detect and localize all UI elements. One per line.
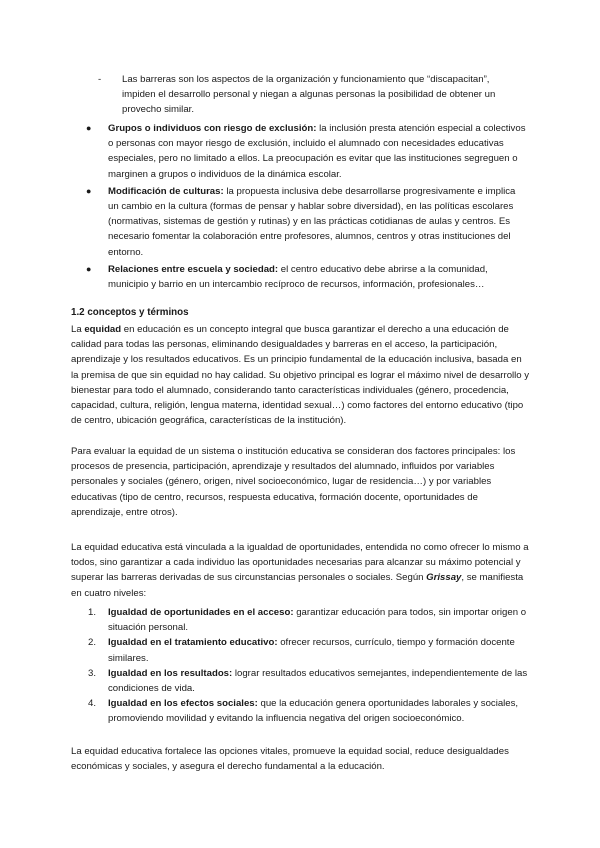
bullet-text: la propuesta inclusiva debe desarrollarse progresivamente e implica un cambio en la cultura (formas de pensar y hablar sobre diversidad), en las políticas escolares (normativas, sistemas de gestión y rutinas) y en las prácticas cotidianas de aulas y centros. Es necesario fomentar la colaboración entre profesores, alumnos, centros y otras instituciones del entorno. xyxy=(108,185,516,258)
author-name: Grissay xyxy=(426,572,462,584)
bullet-term: Modificación de culturas: xyxy=(108,185,224,197)
level-item xyxy=(88,666,528,696)
bullet-item xyxy=(86,121,528,182)
level-term: Igualdad en los resultados: xyxy=(108,667,233,679)
bullet-text: la inclusión presta atención especial a colectivos o personas con mayor riesgo de exclusión, incluido el alumnado con necesidades educativas especiales, pero no limitado a ellos. La preocupación es evitar que las instituciones segreguen o marginen a grupos o individuos de la dinámica escolar. xyxy=(108,123,526,180)
level-text: lograr resultados educativos semejantes, independientemente de las condiciones de vida. xyxy=(108,667,528,695)
bullet-item xyxy=(86,262,528,292)
section-heading: 1.2 conceptos y términos xyxy=(71,307,189,318)
para-text: en educación es un concepto integral que busca garantizar el derecho a una educación de calidad para todas las personas, eliminando desigualdades y barreras en el acceso, la participación, aprendizaje y los resultados educativos. Es un principio fundamental de la educación inclusiva, basada en la premisa de que sin equidad no hay calidad. Su objetivo principal es lograr el máximo nivel de desarrollo y bienestar para todo el alumnado, considerando tanto características individuales (género, procedencia, capacidad, cultura, religión, lengua materna, identidad sexual…) como factores del entorno educativo (tipo de centro, ubicación geográfica, características de la institución). xyxy=(71,324,530,427)
para-text: , se manifiesta en cuatro niveles: xyxy=(71,572,524,599)
para-text: La equidad educativa está vinculada a la igualdad de oportunidades, entendida no como ofrecer lo mismo a todos, sino garantizar a cada individuo las oportunidades necesarias para alcanzar su máximo potencial y superar las barreras derivadas de sus circunstancias personales o sociales. Según xyxy=(71,542,529,584)
bullet-dot-icon: ● xyxy=(86,185,92,196)
dash-list-item xyxy=(98,72,522,118)
bullet-list xyxy=(86,121,528,292)
level-item xyxy=(88,696,528,726)
level-text: que la educación genera oportunidades laborales y sociales, promoviendo movilidad y evitando la influencia negativa del origen socioeconómico. xyxy=(108,698,519,725)
bullet-dot-icon: ● xyxy=(86,123,92,133)
levels-list xyxy=(88,605,528,727)
bullet-text: el centro educativo debe abrirse a la comunidad, municipio y barrio en un intercambio recíproco de recursos, información, profesionales… xyxy=(108,263,488,291)
level-number: 1. xyxy=(88,607,97,618)
level-term: Igualdad en el tratamiento educativo: xyxy=(108,637,278,649)
bullet-term: Grupos o individuos con riesgo de exclusión: xyxy=(108,123,317,134)
dash-item-text: Las barreras son los aspectos de la organización y funcionamiento que “discapacitan”, impiden el desarrollo personal y niegan a algunas personas la posibilidad de obtener un provecho similar. xyxy=(122,74,496,116)
level-item xyxy=(88,605,528,635)
level-number: 3. xyxy=(88,667,97,679)
bullet-dot-icon: ● xyxy=(86,263,92,274)
level-number: 4. xyxy=(88,698,97,710)
paragraph-equidad xyxy=(71,322,531,428)
paragraph-conclusion: La equidad educativa fortalece las opciones vitales, promueve la equidad social, reduce desigualdades económicas y sociales, y asegura el derecho fundamental a la educación. xyxy=(71,746,509,773)
level-text: ofrecer recursos, currículo, tiempo y formación docente similares. xyxy=(108,637,515,664)
bullet-item xyxy=(86,184,528,260)
paragraph-evaluation: Para evaluar la equidad de un sistema o institución educativa se consideran dos factores principales: los procesos de presencia, participación, aprendizaje y resultados del alumnado, influidos por variables personales y sociales (género, origen, nivel socioeconómico, lugar de residencia…) y por variables educativas (tipo de centro, recursos, respuesta educativa, formación docente, oportunidades de aprendizaje, entre otros). xyxy=(71,446,516,518)
bullet-term: Relaciones entre escuela y sociedad: xyxy=(108,263,279,275)
level-number: 2. xyxy=(88,637,97,649)
level-text: garantizar educación para todos, sin importar origen o situación personal. xyxy=(108,607,527,634)
term-equidad: equidad xyxy=(84,324,122,335)
paragraph-opportunities xyxy=(71,540,531,601)
level-term: Igualdad de oportunidades en el acceso: xyxy=(108,607,294,618)
dash-marker: - xyxy=(98,74,102,85)
level-item xyxy=(88,635,528,665)
level-term: Igualdad en los efectos sociales: xyxy=(108,698,258,710)
para-text: La xyxy=(71,324,85,335)
